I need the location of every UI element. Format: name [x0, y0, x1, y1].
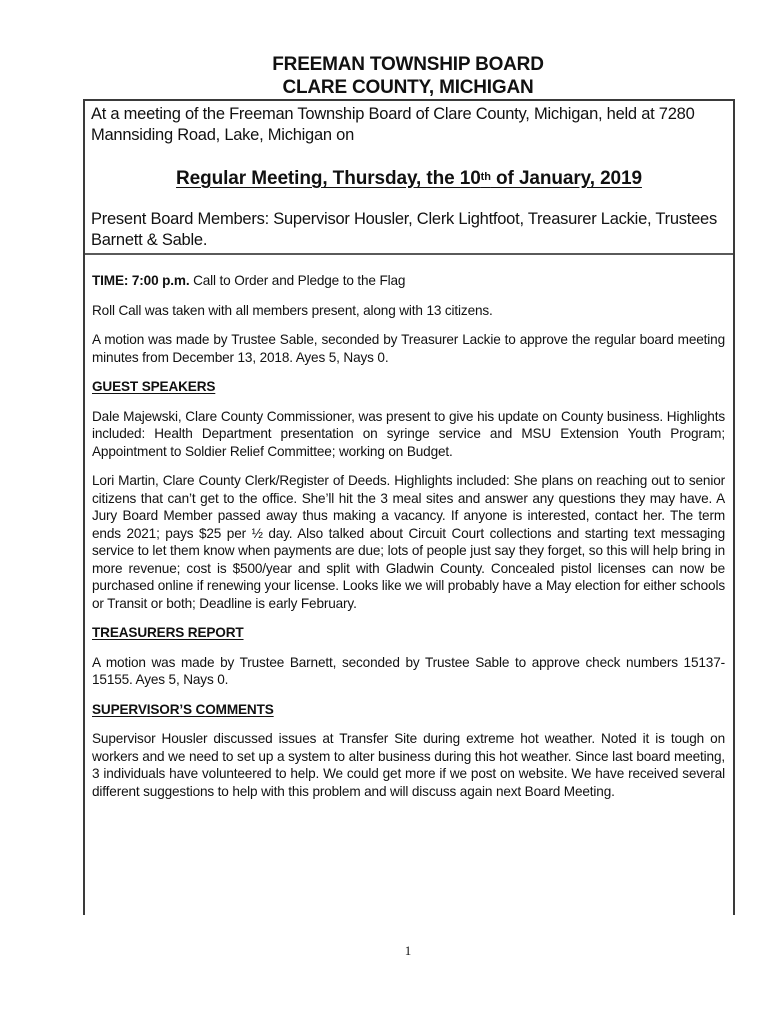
- meeting-title-post: of January, 2019: [490, 168, 642, 189]
- present-board-members: Present Board Members: Supervisor Housler, Clerk Lightfoot, Treasurer Lackie, Trustees Barnett & Sable.: [91, 210, 717, 249]
- roll-call: Roll Call was taken with all members present, along with 13 citizens.: [92, 302, 493, 318]
- meeting-title: [85, 167, 733, 191]
- section-heading-guest-speakers: GUEST SPEAKERS: [92, 379, 216, 394]
- time-text: Call to Order and Pledge to the Flag: [189, 273, 406, 288]
- guest-speaker-paragraph: Dale Majewski, Clare County Commissioner, was present to give his update on County business. Highlights included: Health Department presentation on syringe service and MSU Extension Youth Program; Appointment to Soldier Relief Committee; working on Budget.: [92, 408, 725, 459]
- minutes-body-box: [83, 253, 735, 915]
- title-line-township: FREEMAN TOWNSHIP BOARD: [272, 54, 544, 75]
- meeting-header-box: [83, 99, 735, 255]
- minutes-content: [92, 272, 725, 812]
- supervisors-comments-paragraph: Supervisor Housler discussed issues at Transfer Site during extreme hot weather. Noted it is tough on workers and we need to set up a system to alter business during this hot weather. Since last board meeting, 3 individuals have volunteered to help. We could get more if we post on website. We have received several different suggestions to help with this problem and will discuss again next Board Meeting.: [92, 731, 725, 799]
- page-number: 1: [404, 943, 412, 958]
- title-line-county: CLARE COUNTY, MICHIGAN: [282, 77, 534, 98]
- treasurers-report-paragraph: A motion was made by Trustee Barnett, seconded by Trustee Sable to approve check numbers 15137-15155. Ayes 5, Nays 0.: [92, 654, 725, 687]
- meeting-intro: At a meeting of the Freeman Township Board of Clare County, Michigan, held at 7280 Mannsiding Road, Lake, Michigan on: [91, 105, 695, 144]
- time-label: TIME: 7:00 p.m.: [92, 273, 190, 288]
- section-heading-supervisors-comments: SUPERVISOR’S COMMENTS: [92, 701, 274, 717]
- meeting-title-pre: Regular Meeting, Thursday, the 10: [176, 168, 481, 189]
- meeting-title-ordinal: th: [480, 171, 491, 183]
- time-line: [92, 272, 725, 290]
- section-heading-treasurers-report: TREASURERS REPORT: [92, 625, 244, 640]
- minutes-approval-motion: A motion was made by Trustee Sable, seconded by Treasurer Lackie to approve the regular board meeting minutes from December 13, 2018. Ayes 5, Nays 0.: [92, 332, 725, 365]
- document-title: [0, 53, 770, 99]
- guest-speaker-paragraph: Lori Martin, Clare County Clerk/Register of Deeds. Highlights included: She plans on reaching out to senior citizens that can’t get to the office. She’ll hit the 3 meal sites and answer any questions they may have. A Jury Board Member passed away thus making a vacancy. If anyone is interested, contact her. The term ends 2021; pays $25 per ½ day. Also talked about Circuit Court collections and starting text messaging service to let them know when payments are due; lots of people just say they forget, so this will help bring in more revenue; cost is $500/year and split with Gladwin County. Concealed pistol licenses can now be purchased online if renewing your license. Looks like we will probably have a May election for either schools or Transit or both; Deadline is early February.: [92, 473, 725, 611]
